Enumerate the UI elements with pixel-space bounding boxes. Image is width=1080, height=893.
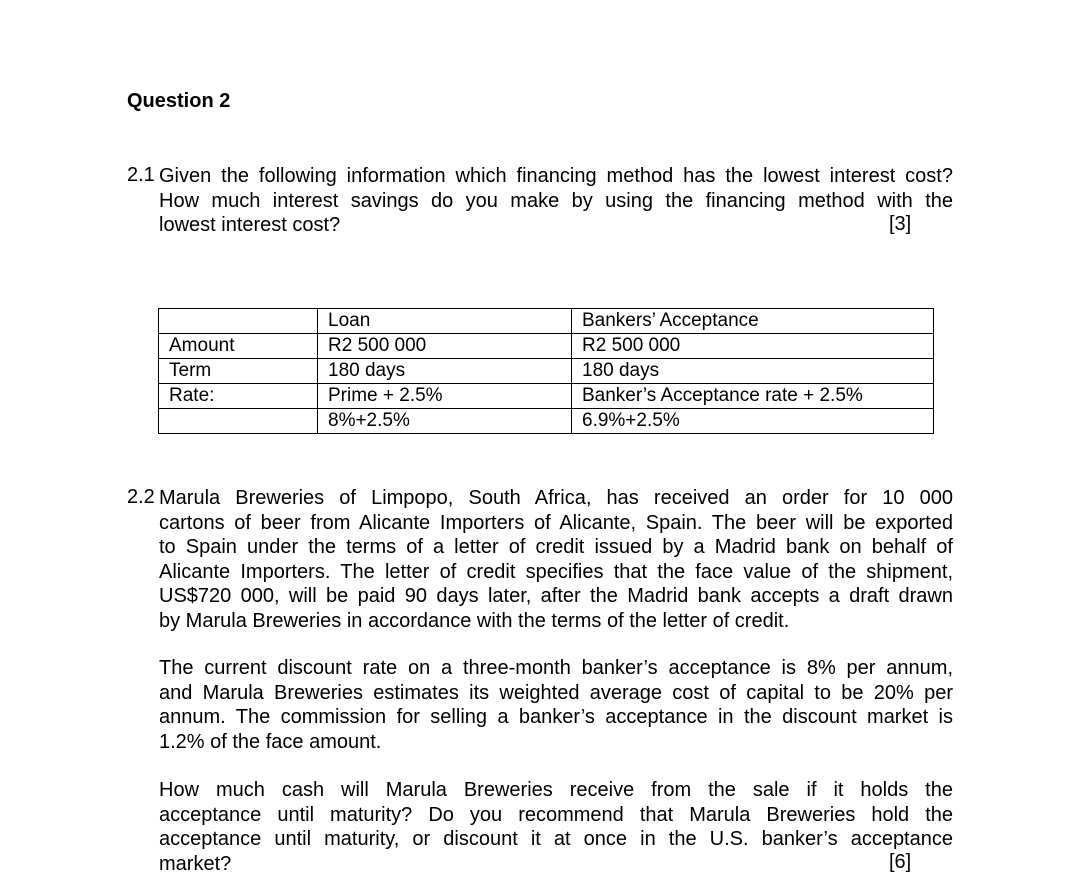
table-row (159, 309, 934, 334)
table-cell (159, 309, 318, 334)
text-line: 1.2% of the face amount. (159, 730, 382, 753)
text-line: to Spain under the terms of a letter of credit issued by a Madrid bank on behalf of (159, 536, 953, 558)
table-cell: Amount (159, 334, 318, 359)
table-header-loan: Loan (318, 309, 572, 334)
table-cell: 8%+2.5% (318, 409, 572, 434)
table-header-bankers-acceptance: Bankers’ Acceptance (572, 309, 934, 334)
table-row (159, 359, 934, 384)
table-cell: R2 500 000 (572, 334, 934, 359)
marks-2-2: [6] (889, 851, 912, 873)
text-line: acceptance until maturity, or discount it at once in the U.S. banker’s acceptance (159, 828, 953, 850)
table-cell: 180 days (572, 359, 934, 384)
table-cell: Term (159, 359, 318, 384)
table-cell: Prime + 2.5% (318, 384, 572, 409)
financing-comparison-table (158, 308, 934, 434)
table-cell: 180 days (318, 359, 572, 384)
text-line: acceptance until maturity? Do you recommend that Marula Breweries hold the (159, 803, 953, 826)
text-line: Given the following information which financing method has the lowest interest cost? (159, 165, 953, 187)
question-heading: Question 2 (127, 90, 231, 112)
text-line: How much interest savings do you make by using the financing method with the (159, 189, 953, 212)
question-2-1-number: 2.1 (127, 164, 155, 186)
text-line: cartons of beer from Alicante Importers of Alicante, Spain. The beer will be exported (159, 511, 953, 534)
question-2-1-text (159, 164, 953, 238)
question-2-2-paragraph-3 (159, 778, 953, 876)
text-line: How much cash will Marula Breweries receive from the sale if it holds the (159, 779, 953, 801)
marks-2-1: [3] (889, 213, 912, 235)
table-cell: Banker’s Acceptance rate + 2.5% (572, 384, 934, 409)
text-line: by Marula Breweries in accordance with the terms of the letter of credit. (159, 609, 790, 632)
text-line: The current discount rate on a three-month banker’s acceptance is 8% per annum, (159, 657, 953, 679)
text-line: Alicante Importers. The letter of credit specifies that the face value of the shipment, (159, 560, 953, 583)
question-2-2-paragraph-2 (159, 656, 953, 754)
question-2-2-paragraph-1 (159, 486, 953, 633)
table-row (159, 409, 934, 434)
table-row (159, 384, 934, 409)
question-2-2-number: 2.2 (127, 486, 155, 508)
text-line: lowest interest cost? (159, 214, 341, 236)
text-line: market? (159, 852, 232, 875)
table-cell: R2 500 000 (318, 334, 572, 359)
text-line: annum. The commission for selling a banker’s acceptance in the discount market is (159, 706, 953, 728)
table-cell (159, 409, 318, 434)
table-cell: 6.9%+2.5% (572, 409, 934, 434)
table-cell: Rate: (159, 384, 318, 409)
text-line: US$720 000, will be paid 90 days later, after the Madrid bank accepts a draft drawn (159, 585, 953, 607)
text-line: and Marula Breweries estimates its weighted average cost of capital to be 20% per (159, 681, 953, 704)
table-row (159, 334, 934, 359)
text-line: Marula Breweries of Limpopo, South Africa, has received an order for 10 000 (159, 487, 953, 509)
